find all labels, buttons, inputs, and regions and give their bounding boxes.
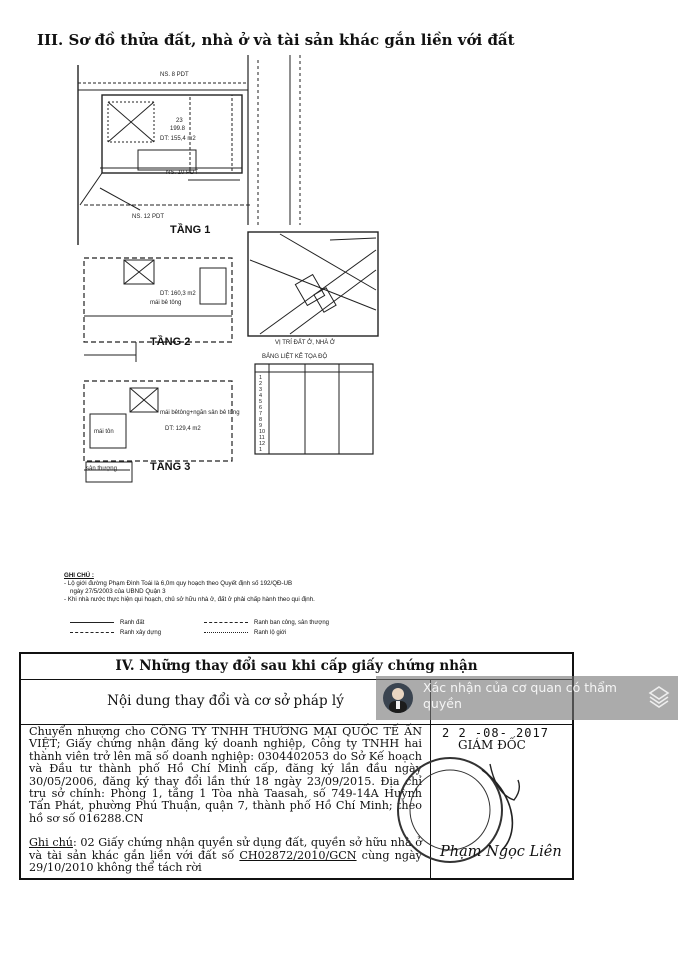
- overlay-chip[interactable]: [376, 676, 678, 720]
- section3-title: III. Sơ đồ thửa đất, nhà ở và tài sản khác gắn liền với đất: [37, 31, 515, 49]
- floor2-label: TẦNG 2: [150, 336, 191, 348]
- legend-road: Ranh lộ giới: [254, 630, 287, 636]
- legend-line-road: [204, 632, 248, 633]
- terrace-label: sân thượng: [86, 466, 117, 472]
- sheet-number: 199.8: [170, 126, 186, 132]
- floor3-label: TẦNG 3: [150, 461, 191, 473]
- floor1-label: TẦNG 1: [170, 224, 211, 236]
- legend-line-balcony: [204, 622, 248, 623]
- coord-row-index: 10: [259, 429, 266, 435]
- signer-name: Phạm Ngọc Liên: [440, 844, 562, 860]
- coord-row-index: 1: [259, 447, 263, 453]
- overlay-chip-text: Xác nhận của cơ quan có thẩm quyền: [423, 680, 617, 711]
- legend-line-dash: [70, 632, 114, 633]
- notes-heading: GHI CHÚ :: [64, 572, 94, 579]
- avatar[interactable]: [383, 683, 413, 713]
- coord-row-index: 12: [259, 441, 266, 447]
- coord-row-index: 11: [259, 435, 265, 441]
- coord-row-index: 8: [259, 417, 263, 423]
- note-paragraph: [21, 835, 430, 876]
- layers-icon[interactable]: [648, 685, 670, 713]
- legend-build: Ranh xây dựng: [120, 630, 162, 636]
- note-tail: cùng ngày 29/10/2010 không thể tách rời: [29, 848, 422, 875]
- legend-parcel: Ranh đất: [120, 620, 145, 626]
- area-floor3: DT: 129,4 m2: [165, 426, 201, 432]
- coord-row-index: 6: [259, 405, 263, 411]
- road-bottom2-label: NS. 12 PDT: [132, 214, 165, 220]
- roof-label: mái bê tông: [150, 300, 182, 306]
- changes-column-header: Nội dung thay đổi và cơ sở pháp lý: [21, 679, 431, 725]
- road-bottom-label: NS. 10 PDT: [166, 170, 199, 176]
- legend-line-solid: [70, 622, 114, 623]
- legend-balcony: Ranh ban công, sân thượng: [254, 620, 330, 626]
- notes-line1: - Lộ giới đường Phạm Đình Toái là 6,0m quy hoạch theo Quyết định số 192/QĐ-UB: [64, 580, 293, 587]
- coord-row-index: 2: [259, 381, 263, 387]
- location-caption: VỊ TRÍ ĐẤT Ở, NHÀ Ở: [275, 340, 336, 346]
- coord-row-index: 5: [259, 399, 263, 405]
- director-title: GIÁM ĐỐC: [458, 738, 526, 752]
- coord-row-index: 1: [259, 375, 263, 381]
- notes-line3: - Khi nhà nước thực hiện qui hoạch, chủ sở hữu nhà ở, đất ở phải chấp hành theo qui định.: [64, 596, 315, 603]
- changes-content: [21, 724, 431, 878]
- coord-row-index: 9: [259, 423, 263, 429]
- coord-row-index: 4: [259, 393, 263, 399]
- confirmation-cell: [430, 724, 572, 878]
- road-top-label: NS. 8 PDT: [160, 72, 189, 78]
- confirmation-date: 2 2 -08- 2017: [442, 726, 549, 740]
- coord-row-index: 3: [259, 387, 263, 393]
- terrace-label2: mái bêtông+ngăn sân bê tông: [160, 410, 240, 416]
- area-floor2: DT: 160,3 m2: [160, 291, 196, 297]
- area-floor1: DT: 155,4 m2: [160, 136, 196, 142]
- notes-block: [64, 572, 315, 604]
- coord-row-index: 7: [259, 411, 263, 417]
- side-roof-label: mái tôn: [94, 429, 114, 435]
- certificate-number: CH02872/2010/GCN: [239, 848, 357, 862]
- transfer-paragraph: Chuyển nhượng cho CÔNG TY TNHH THƯƠNG MẠI QUỐC TẾ ẤN VIỆT; Giấy chứng nhận đăng ký doanh nghiệp, Công ty TNHH hai thành viên trở lên mã số doanh nghiệp: 0304402053 do Sở Kế hoạch và Đầu tư thành phố Hồ Chí Minh cấp, đăng ký lần đầu ngày 30/05/2006, đăng ký thay đổi lần thứ 18 ngày 23/09/2015. Địa chỉ trụ sở chính: Phòng 1, tầng 1 Tòa nhà Taasah, số 749-14A Huỳnh Tấn Phát, phường Phú Thuận, quận 7, thành phố Hồ Chí Minh; theo hồ sơ số 016288.CN: [29, 725, 422, 825]
- section4-title: IV. Những thay đổi sau khi cấp giấy chứng nhận: [21, 654, 572, 680]
- notes-line2: ngày 27/5/2003 của UBND Quận 3: [70, 588, 166, 595]
- note-text: : 02 Giấy chứng nhận quyền sử dụng đất, quyền sở hữu nhà ở và tài sản khác gắn liền với đất số: [29, 836, 422, 862]
- note-label: Ghi chú: [29, 836, 73, 850]
- parcel-number: 23: [176, 118, 183, 124]
- coord-table-title: BẢNG LIỆT KÊ TỌA ĐỘ: [262, 354, 328, 360]
